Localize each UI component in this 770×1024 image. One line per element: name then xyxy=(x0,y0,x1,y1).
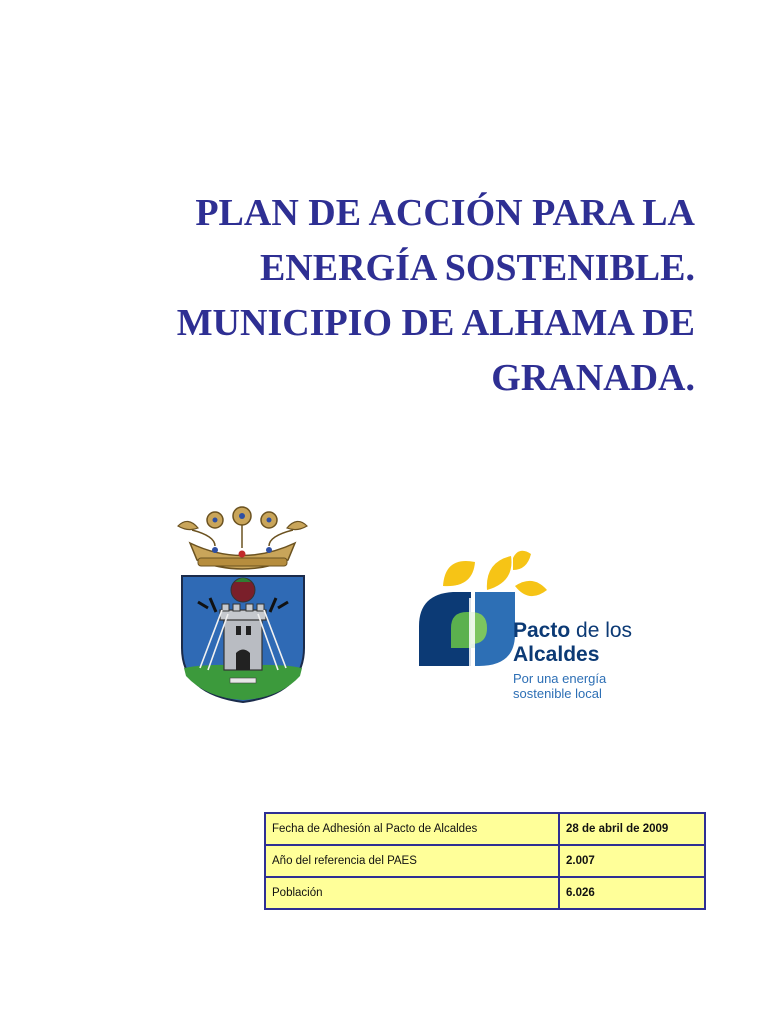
pacto-logo-line1 xyxy=(513,619,632,643)
table-cell-label: Fecha de Adhesión al Pacto de Alcaldes xyxy=(265,813,559,845)
title-line-3: MUNICIPIO DE ALHAMA DE xyxy=(176,302,695,344)
table-cell-label: Población xyxy=(265,877,559,909)
table-row xyxy=(265,813,705,845)
pacto-word: Pacto xyxy=(513,619,571,642)
document-title xyxy=(120,186,695,406)
table-cell-label: Año del referencia del PAES xyxy=(265,845,559,877)
table-cell-value: 28 de abril de 2009 xyxy=(559,813,705,845)
table-row xyxy=(265,845,705,877)
table-row xyxy=(265,877,705,909)
title-line-2: ENERGÍA SOSTENIBLE. xyxy=(259,247,695,289)
shield-icon xyxy=(182,576,304,702)
de-los-word: de los xyxy=(570,619,633,642)
table-cell-value: 6.026 xyxy=(559,877,705,909)
alcaldes-word: Alcaldes xyxy=(513,643,600,666)
pacto-tagline-2: sostenible local xyxy=(513,686,602,701)
pacto-tagline-1: Por una energía xyxy=(513,671,607,686)
title-line-4: GRANADA. xyxy=(491,357,695,399)
municipal-coat-of-arms-icon xyxy=(170,498,315,708)
pacto-logo-text xyxy=(513,619,632,701)
table-cell-value: 2.007 xyxy=(559,845,705,877)
crown-icon xyxy=(178,507,307,569)
info-table xyxy=(264,812,706,910)
title-line-1: PLAN DE ACCIÓN PARA LA xyxy=(195,192,695,234)
